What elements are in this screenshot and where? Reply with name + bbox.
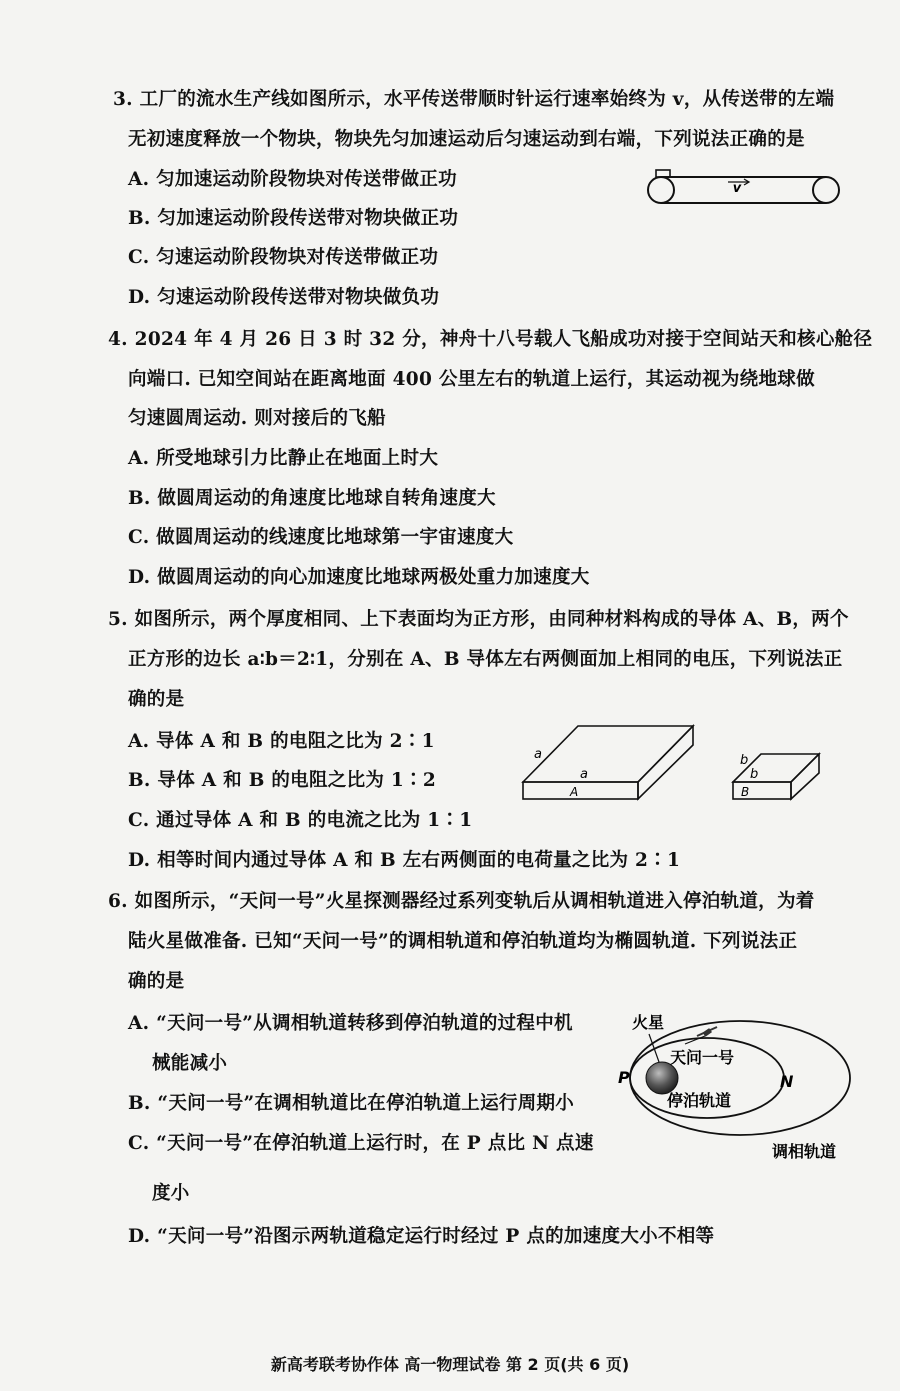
q6-stem-line1: 6. 如图所示，“天问一号”火星探测器经过系列变轨后从调相轨道进入停泊轨道，为着: [108, 891, 815, 912]
conveyor-belt-figure: [640, 160, 850, 216]
q3-option-d: D. 匀速运动阶段传送带对物块做负功: [128, 287, 440, 308]
q5-stem-line3: 确的是: [128, 689, 185, 710]
q6-option-c-line1: C. “天问一号”在停泊轨道上运行时，在 P 点比 N 点速: [128, 1133, 594, 1154]
q4-stem-line2: 向端口. 已知空间站在距离地面 400 公里左右的轨道上运行，其运动视为绕地球做: [128, 369, 815, 390]
q4-stem-line1: 4. 2024 年 4 月 26 日 3 时 32 分，神舟十八号载人飞船成功对接于空间站天和核心舱径: [108, 329, 873, 350]
q5-option-c: C. 通过导体 A 和 B 的电流之比为 1∶1: [128, 810, 473, 831]
conductor-a-side-label: a: [534, 747, 542, 762]
q5-stem-line1: 5. 如图所示，两个厚度相同、上下表面均为正方形，由同种材料构成的导体 A、B，两个: [108, 609, 849, 630]
probe-label: 天问一号: [670, 1048, 735, 1067]
conductor-b-front-label: b: [750, 767, 759, 782]
conductor-b: [733, 753, 819, 799]
q3-option-a: A. 匀加速运动阶段物块对传送带做正功: [128, 169, 457, 190]
probe-icon: [697, 1027, 717, 1037]
q6-option-c-line2: 度小: [152, 1183, 190, 1204]
mars-orbit-figure: [605, 1000, 860, 1170]
q4-option-b: B. 做圆周运动的角速度比地球自转角速度大: [128, 488, 496, 509]
conductor-b-side-label: b: [740, 753, 749, 768]
left-pulley: [648, 177, 674, 203]
q6-stem-line2: 陆火星做准备. 已知“天问一号”的调相轨道和停泊轨道均为椭圆轨道. 下列说法正: [128, 931, 798, 952]
parking-orbit-label: 停泊轨道: [667, 1091, 732, 1110]
page-footer: 新高考联考协作体 高一物理试卷 第 2 页(共 6 页): [270, 1355, 630, 1374]
q3-option-c: C. 匀速运动阶段物块对传送带做正功: [128, 247, 439, 268]
q3-stem-line1: 3. 工厂的流水生产线如图所示，水平传送带顺时针运行速率始终为 v，从传送带的左端: [113, 89, 835, 110]
q6-option-b: B. “天问一号”在调相轨道比在停泊轨道上运行周期小: [128, 1093, 575, 1114]
q4-stem-line3: 匀速圆周运动. 则对接后的飞船: [128, 408, 386, 429]
q6-option-a-line2: 械能减小: [152, 1053, 228, 1074]
q5-stem-line2: 正方形的边长 a∶b＝2∶1，分别在 A、B 导体左右两侧面加上相同的电压，下列说法正: [128, 649, 843, 670]
q5-option-a: A. 导体 A 和 B 的电阻之比为 2∶1: [128, 731, 435, 752]
conductor-figure: [518, 718, 853, 804]
velocity-label: v: [732, 181, 742, 196]
conductor-b-name: B: [741, 785, 750, 799]
mars-label: 火星: [632, 1013, 665, 1032]
q4-option-c: C. 做圆周运动的线速度比地球第一宇宙速度大: [128, 527, 514, 548]
phasing-orbit-label: 调相轨道: [772, 1142, 837, 1161]
q5-option-b: B. 导体 A 和 B 的电阻之比为 1∶2: [128, 770, 437, 791]
q6-stem-line3: 确的是: [128, 971, 185, 992]
point-p-label: P: [618, 1068, 630, 1087]
q3-option-b: B. 匀加速运动阶段传送带对物块做正功: [128, 208, 459, 229]
right-pulley: [813, 177, 839, 203]
block: [656, 170, 670, 177]
conductor-a-front-label: a: [580, 767, 588, 782]
conductor-a-name: A: [570, 785, 579, 799]
point-n-label: N: [780, 1072, 794, 1091]
q5-option-d: D. 相等时间内通过导体 A 和 B 左右两侧面的电荷量之比为 2∶1: [128, 850, 681, 871]
conductor-a: [523, 726, 693, 799]
q3-stem-line2: 无初速度释放一个物块，物块先匀加速运动后匀速运动到右端，下列说法正确的是: [128, 129, 805, 150]
q4-option-a: A. 所受地球引力比静止在地面上时大: [128, 448, 439, 469]
q4-option-d: D. 做圆周运动的向心加速度比地球两极处重力加速度大: [128, 567, 590, 588]
q6-option-d: D. “天问一号”沿图示两轨道稳定运行时经过 P 点的加速度大小不相等: [128, 1226, 715, 1247]
q6-option-a-line1: A. “天问一号”从调相轨道转移到停泊轨道的过程中机: [128, 1013, 573, 1034]
